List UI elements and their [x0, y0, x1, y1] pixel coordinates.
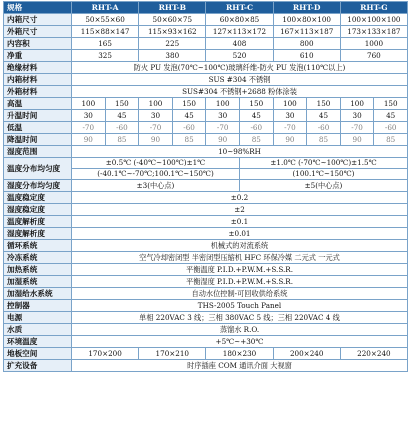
cell-value: 机械式的对流系统: [72, 240, 408, 252]
cell-value: 30: [273, 110, 307, 122]
cell-value: 173×133×187: [340, 26, 407, 38]
cell-value: 45: [105, 110, 139, 122]
cell-value: 200×240: [273, 348, 340, 360]
model-header-d: RHT-D: [273, 2, 340, 14]
cell-value: 150: [172, 98, 206, 110]
row-humidity-stability: [4, 204, 408, 216]
cell-value: 100×80×100: [273, 14, 340, 26]
header-row: [4, 2, 408, 14]
cell-value: 800: [273, 38, 340, 50]
cell-value: 30: [206, 110, 240, 122]
cell-value: 760: [340, 50, 407, 62]
cell-value: 115×93×162: [139, 26, 206, 38]
cell-value: -60: [239, 122, 273, 134]
row-label: 低温: [4, 122, 72, 134]
row-label: 温度稳定度: [4, 192, 72, 204]
cell-value: -60: [307, 122, 341, 134]
cell-value: 60×80×85: [206, 14, 273, 26]
cell-value: 170×210: [139, 348, 206, 360]
cell-value: 90: [206, 134, 240, 146]
row-temp-resolution: [4, 216, 408, 228]
row-cooling: [4, 252, 408, 264]
spec-table: [3, 1, 408, 372]
cell-value: 220×240: [340, 348, 407, 360]
row-weight: [4, 50, 408, 62]
cell-value: -60: [374, 122, 408, 134]
cell-value: 150: [105, 98, 139, 110]
cell-value: 90: [273, 134, 307, 146]
cell-value: 165: [72, 38, 139, 50]
cell-value: 115×88×147: [72, 26, 139, 38]
cell-value: 85: [172, 134, 206, 146]
cell-value: 85: [105, 134, 139, 146]
row-label: 冷冻系统: [4, 252, 72, 264]
cell-value: ±2: [72, 204, 408, 216]
cell-value: 30: [72, 110, 106, 122]
cell-value: 时序插座 COM 通讯介面 大视窗: [72, 360, 408, 372]
cell-value: THS-2005 Touch Panel: [72, 300, 408, 312]
row-ambient-temp: [4, 336, 408, 348]
cell-value: 100: [139, 98, 173, 110]
cell-value: SUS#304 不锈钢+2688 粉体涂装: [72, 86, 408, 98]
cell-value: 225: [139, 38, 206, 50]
cell-value: 50×55×60: [72, 14, 139, 26]
cell-value: 100×100×100: [340, 14, 407, 26]
cell-value: 520: [206, 50, 273, 62]
cell-value: +5℃~+30℃: [72, 336, 408, 348]
cell-value: ±0.5℃ (-40℃~100℃)±1℃: [72, 158, 240, 169]
row-insulation: [4, 62, 408, 74]
cell-value: -70: [139, 122, 173, 134]
row-label: 升温时间: [4, 110, 72, 122]
row-heat-time: [4, 110, 408, 122]
cell-value: 150: [374, 98, 408, 110]
cell-value: ±3(中心点): [72, 180, 240, 192]
cell-value: (-40.1℃~-70℃;100.1℃~150℃): [72, 169, 240, 180]
cell-value: 1000: [340, 38, 407, 50]
cell-value: 127×113×172: [206, 26, 273, 38]
cell-value: 蒸馏水 R.O.: [72, 324, 408, 336]
row-humidifying: [4, 276, 408, 288]
row-label: 湿度范围: [4, 146, 72, 158]
row-label: 湿度分布均匀度: [4, 180, 72, 192]
row-label: 高温: [4, 98, 72, 110]
row-floor-area: [4, 348, 408, 360]
cell-value: 防火 PU 发泡(70℃~100℃)玻璃纤维-防火 PU 发泡(110℃以上): [72, 62, 408, 74]
cell-value: 90: [340, 134, 374, 146]
cell-value: 45: [307, 110, 341, 122]
row-volume: [4, 38, 408, 50]
row-label: 温度解析度: [4, 216, 72, 228]
row-cool-time: [4, 134, 408, 146]
cell-value: (100.1℃~150℃): [239, 169, 407, 180]
cell-value: 90: [72, 134, 106, 146]
cell-value: 空气冷却密闭型 半密闭型压缩机 HFC 环保冷媒 二元式 一元式: [72, 252, 408, 264]
row-outer-size: [4, 26, 408, 38]
row-controller: [4, 300, 408, 312]
row-label: 水质: [4, 324, 72, 336]
header-label: 规格: [4, 2, 72, 14]
cell-value: 170×200: [72, 348, 139, 360]
row-label: 电源: [4, 312, 72, 324]
row-power: [4, 312, 408, 324]
row-label: 温度分布均匀度: [4, 158, 72, 180]
cell-value: 10~98%RH: [72, 146, 408, 158]
cell-value: 30: [340, 110, 374, 122]
cell-value: ±0.01: [72, 228, 408, 240]
row-heating: [4, 264, 408, 276]
row-low-temp: [4, 122, 408, 134]
row-outer-material: [4, 86, 408, 98]
row-label: 加湿系统: [4, 276, 72, 288]
row-label: 内容积: [4, 38, 72, 50]
row-temp-uniformity: [4, 158, 408, 169]
row-humidity-uniformity: [4, 180, 408, 192]
cell-value: 85: [307, 134, 341, 146]
row-label: 循环系统: [4, 240, 72, 252]
cell-value: -70: [340, 122, 374, 134]
cell-value: -70: [72, 122, 106, 134]
cell-value: 50×60×75: [139, 14, 206, 26]
cell-value: 150: [307, 98, 341, 110]
model-header-c: RHT-C: [206, 2, 273, 14]
cell-value: 30: [139, 110, 173, 122]
cell-value: 85: [239, 134, 273, 146]
cell-value: 100: [273, 98, 307, 110]
cell-value: 90: [139, 134, 173, 146]
cell-value: 100: [72, 98, 106, 110]
row-humidity-range: [4, 146, 408, 158]
row-temp-stability: [4, 192, 408, 204]
row-circulation: [4, 240, 408, 252]
cell-value: -70: [206, 122, 240, 134]
row-label: 环境温度: [4, 336, 72, 348]
cell-value: 自动水位控制-可回收供给系统: [72, 288, 408, 300]
cell-value: -70: [273, 122, 307, 134]
row-label: 外箱尺寸: [4, 26, 72, 38]
row-label: 净重: [4, 50, 72, 62]
cell-value: 325: [72, 50, 139, 62]
model-header-a: RHT-A: [72, 2, 139, 14]
cell-value: 150: [239, 98, 273, 110]
cell-value: -60: [172, 122, 206, 134]
cell-value: ±0.1: [72, 216, 408, 228]
cell-value: 45: [239, 110, 273, 122]
spec-sheet: [3, 1, 407, 372]
cell-value: -60: [105, 122, 139, 134]
row-label: 湿度解析度: [4, 228, 72, 240]
row-expansion: [4, 360, 408, 372]
cell-value: 85: [374, 134, 408, 146]
row-inner-material: [4, 74, 408, 86]
row-label: 地板空间: [4, 348, 72, 360]
row-label: 湿度稳定度: [4, 204, 72, 216]
cell-value: ±5(中心点): [239, 180, 407, 192]
row-water-quality: [4, 324, 408, 336]
row-label: 加热系统: [4, 264, 72, 276]
cell-value: SUS #304 不锈钢: [72, 74, 408, 86]
row-label: 绝缘材料: [4, 62, 72, 74]
cell-value: ±0.2: [72, 192, 408, 204]
row-label: 内箱尺寸: [4, 14, 72, 26]
row-water-supply: [4, 288, 408, 300]
row-label: 控制器: [4, 300, 72, 312]
cell-value: 45: [172, 110, 206, 122]
row-label: 内箱材料: [4, 74, 72, 86]
cell-value: 单相 220VAC 3 线；三相 380VAC 5 线；三相 220VAC 4 线: [72, 312, 408, 324]
cell-value: 610: [273, 50, 340, 62]
row-label: 加湿给水系统: [4, 288, 72, 300]
cell-value: ±1.0℃ (-70℃~100℃)±1.5℃: [239, 158, 407, 169]
model-header-b: RHT-B: [139, 2, 206, 14]
model-header-g: RHT-G: [340, 2, 407, 14]
cell-value: 45: [374, 110, 408, 122]
row-label: 扩充设备: [4, 360, 72, 372]
cell-value: 380: [139, 50, 206, 62]
row-high-temp: [4, 98, 408, 110]
row-label: 外箱材料: [4, 86, 72, 98]
cell-value: 100: [340, 98, 374, 110]
row-humidity-resolution: [4, 228, 408, 240]
cell-value: 平衡湿度 P.I.D.+P.W.M.+S.S.R.: [72, 276, 408, 288]
row-label: 降温时间: [4, 134, 72, 146]
cell-value: 平衡温度 P.I.D.+P.W.M.+S.S.R.: [72, 264, 408, 276]
cell-value: 408: [206, 38, 273, 50]
cell-value: 180×230: [206, 348, 273, 360]
cell-value: 100: [206, 98, 240, 110]
row-inner-size: [4, 14, 408, 26]
cell-value: 167×113×187: [273, 26, 340, 38]
